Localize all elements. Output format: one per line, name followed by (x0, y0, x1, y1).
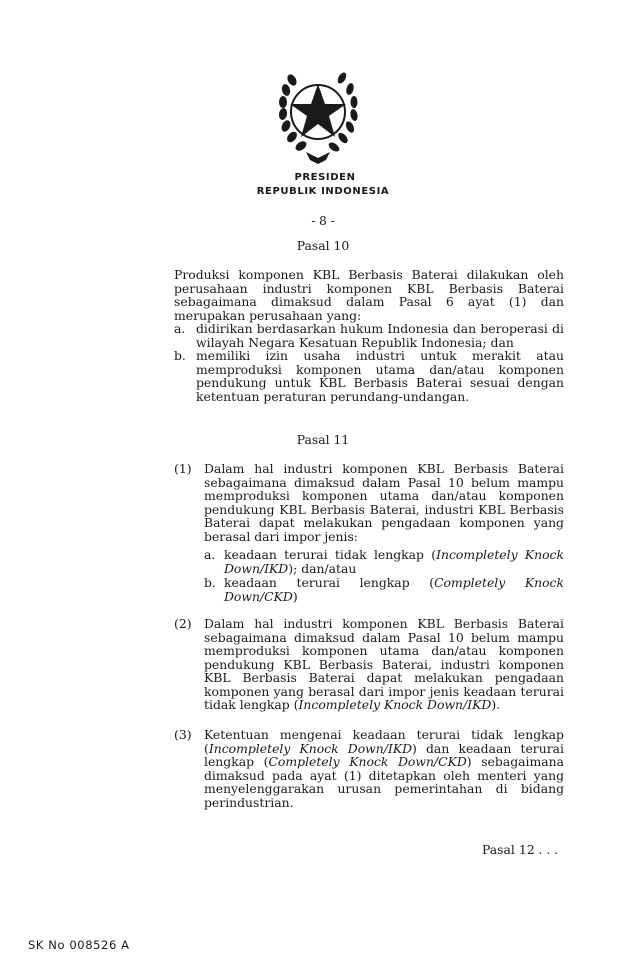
item-label: b. (174, 348, 186, 363)
ayat-label: (1) (174, 461, 192, 476)
page-number: - 8 - (311, 214, 335, 228)
item-text: memiliki izin usaha industri untuk merakit atau memproduksi komponen utama dan/atau komponen pendukung untuk KBL Berbasis Baterai sesuai dengan ketentuan peraturan perundang-undangan. (196, 348, 564, 404)
item-text: didirikan berdasarkan hukum Indonesia dan beroperasi di wilayah Negara Kesatuan Republik Indonesia; dan (196, 321, 564, 350)
header-title-presiden: PRESIDEN (294, 172, 356, 183)
ayat-text: Dalam hal industri komponen KBL Berbasis Baterai sebagaimana dimaksud dalam Pasal 10 belum mampu memproduksi komponen utama dan/atau komponen pendukung KBL Berbasis Baterai, industri KBL Berbasis Baterai dapat melakukan pengadaan komponen yang berasal dari impor jenis: (204, 461, 564, 544)
presidential-emblem-icon (270, 62, 366, 166)
item-label: a. (174, 321, 186, 336)
pasal-10-intro: Produksi komponen KBL Berbasis Baterai dilakukan oleh perusahaan industri komponen KBL Berbasis Baterai sebagaimana dimaksud dalam Pasal 6 ayat (1) dan merupakan perusahaan yang: (174, 267, 564, 323)
sub-text: keadaan terurai tidak lengkap (Incompletely Knock Down/IKD); dan/atau (224, 547, 565, 576)
ayat-text: Dalam hal industri komponen KBL Berbasis Baterai sebagaimana dimaksud dalam Pasal 10 belum mampu memproduksi komponen utama dan/atau komponen pendukung KBL Berbasis Baterai, industri komponen KBL Berbasis Baterai dapat melakukan pengadaan komponen yang berasal dari impor jenis keadaan terurai tidak lengkap (Incompletely Knock Down/IKD). (204, 616, 564, 712)
header-title-republik: REPUBLIK INDONESIA (256, 186, 390, 197)
ayat-label: (3) (174, 727, 192, 742)
footer-document-code: SK No 008526 A (28, 938, 130, 952)
sub-label: b. (204, 575, 216, 590)
next-page-indicator: Pasal 12 . . . (482, 842, 559, 857)
pasal-10-heading: Pasal 10 (296, 238, 350, 253)
pasal-11-heading: Pasal 11 (296, 432, 350, 447)
sub-label: a. (204, 547, 216, 562)
ayat-label: (2) (174, 616, 192, 631)
ayat-text: Ketentuan mengenai keadaan terurai tidak lengkap (Incompletely Knock Down/IKD) dan keadaan terurai lengkap (Completely Knock Down/CKD) sebagaimana dimaksud pada ayat (1) ditetapkan oleh menteri yang menyelenggarakan urusan pemerintahan di bidang perindustrian. (204, 727, 564, 810)
sub-text: keadaan terurai lengkap (Completely Knock Down/CKD) (224, 575, 564, 604)
star-icon (290, 84, 346, 137)
